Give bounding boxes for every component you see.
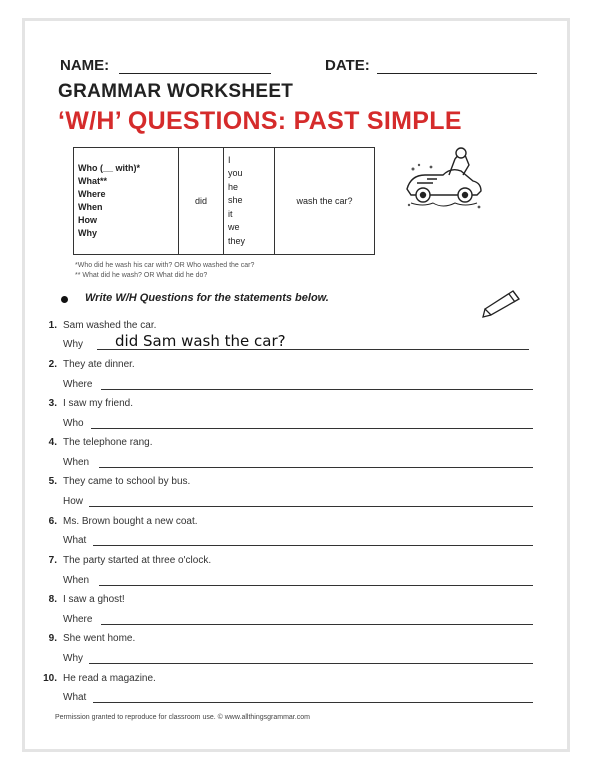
worksheet-page [22,18,570,752]
grammar-table [73,147,375,255]
exercise-number: 6. [48,516,57,527]
answer-line[interactable] [93,533,533,546]
wh-word: Where [78,189,106,199]
answer-line[interactable] [91,416,533,429]
wh-word: How [78,215,97,225]
answer-line[interactable] [89,651,533,664]
exercise-number: 8. [48,594,57,605]
pronoun: he [228,181,239,192]
handwritten-answer: did Sam wash the car? [115,332,286,350]
wh-words-cell [74,148,179,255]
exercise-statement: The telephone rang. [63,437,153,448]
question-word: Why [63,339,83,350]
exercise-statement: They came to school by bus. [63,476,191,487]
pronoun: it [228,208,233,219]
question-word: What [63,692,87,703]
verb-phrase-cell: wash the car? [275,148,375,255]
footnote: ** What did he wash? OR What did he do? [75,272,208,279]
answer-line[interactable] [101,612,533,625]
question-word: How [63,496,84,507]
pencil-icon [481,289,525,319]
exercise-number: 5. [48,476,57,487]
question-word: When [63,457,90,468]
worksheet-title: GRAMMAR WORKSHEET [58,81,294,102]
pronoun: I [228,154,231,165]
question-word: Where [63,614,93,625]
exercise-statement: The party started at three o'clock. [63,555,212,566]
question-word: When [63,575,90,586]
pronoun: we [228,222,240,233]
exercise-statement: Ms. Brown bought a new coat. [63,516,198,527]
exercise-number: 9. [48,633,57,644]
answer-line[interactable] [101,377,533,390]
answer-line[interactable] [99,455,533,468]
exercise-statement: They ate dinner. [63,359,135,370]
pronoun: they [228,235,246,246]
date-label: DATE: [325,57,370,74]
car-wash-illustration [403,145,485,215]
answer-line[interactable] [93,690,533,703]
question-word: Where [63,379,93,390]
instruction-text: Write W/H Questions for the statements below. [85,292,329,304]
wh-word: What** [78,176,107,186]
pronoun: you [228,168,243,179]
wh-word: When [78,202,103,212]
wh-word: Why [78,228,97,238]
answer-line[interactable] [89,494,533,507]
exercise-number: 3. [48,398,57,409]
worksheet-subtitle: ‘W/H’ QUESTIONS: PAST SIMPLE [58,107,462,135]
exercise-statement: Sam washed the car. [63,320,157,331]
name-label: NAME: [60,57,110,74]
aux-cell: did [179,148,224,255]
question-word: Who [63,418,84,429]
exercise-statement: I saw my friend. [63,398,134,409]
name-field-line[interactable] [119,59,271,74]
exercise-statement: She went home. [63,633,136,644]
exercise-statement: I saw a ghost! [63,594,125,605]
date-field-line[interactable] [377,59,537,74]
exercise-number: 4. [48,437,57,448]
wh-word: Who (__ with)* [78,163,140,173]
exercise-number: 7. [48,555,57,566]
question-word: What [63,535,87,546]
bullet-icon [61,296,68,303]
exercise-number: 2. [48,359,57,370]
question-word: Why [63,653,83,664]
pronouns-cell [224,148,275,255]
exercise-number: 1. [48,320,57,331]
footnote: *Who did he wash his car with? OR Who washed the car? [75,262,255,269]
exercise-statement: He read a magazine. [63,673,156,684]
pronoun: she [228,195,243,206]
exercise-number: 10. [43,673,57,684]
answer-line[interactable] [99,573,533,586]
copyright-credit: Permission granted to reproduce for classroom use. © www.allthingsgrammar.com [55,714,310,721]
